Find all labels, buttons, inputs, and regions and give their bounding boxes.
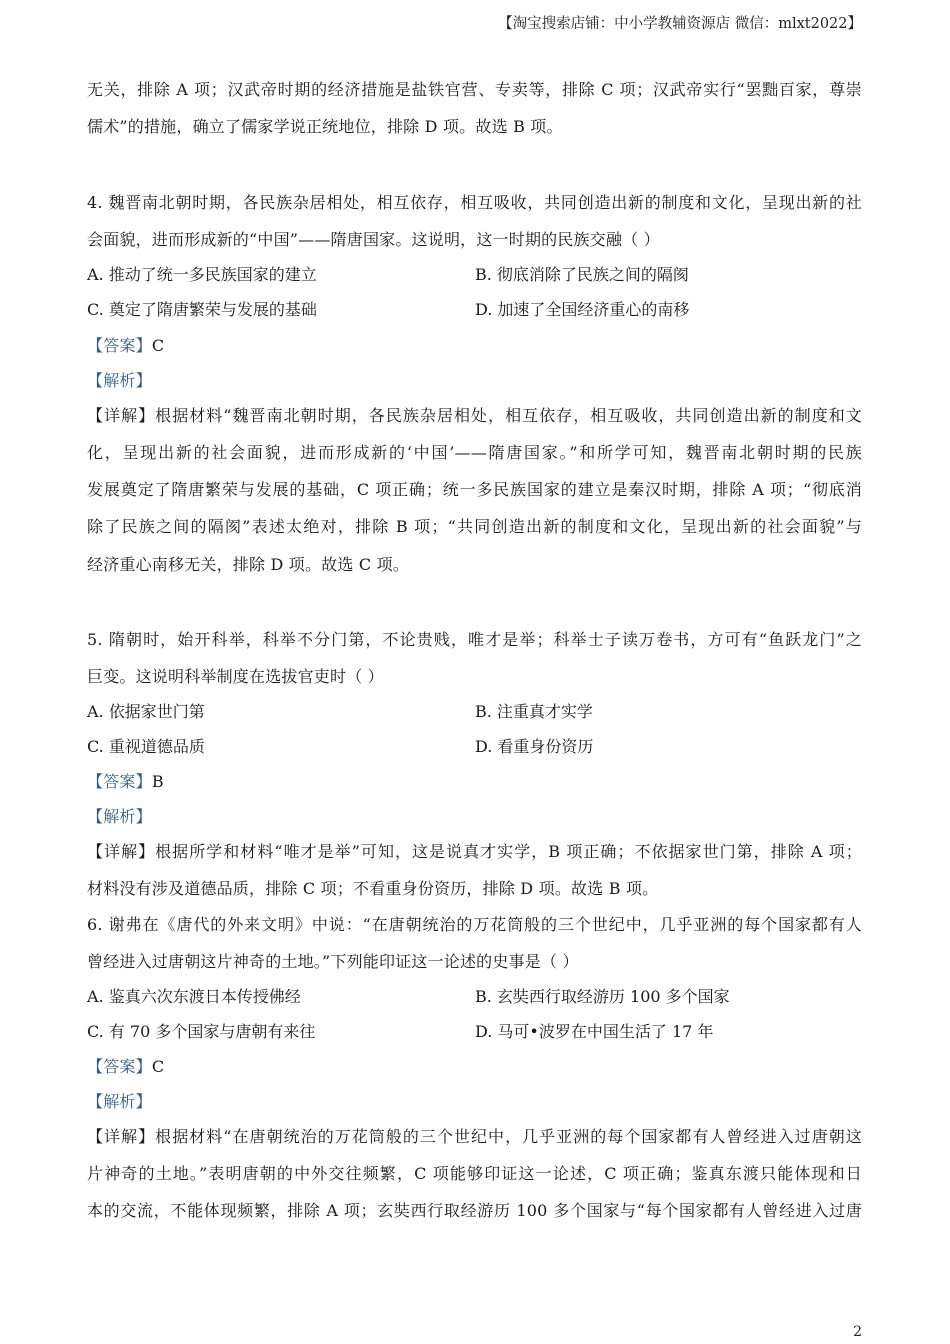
detail-text: 根据所学和材料“唯才是举”可知，这是说真才实学，B 项正确；不依据家世门第，排除 A 项； <box>155 842 862 861</box>
question-6-stem: 6. 谢弗在《唐代的外来文明》中说：“在唐朝统治的万花筒般的三个世纪中，几乎亚洲的每个国家都有人 <box>87 915 862 934</box>
analysis-tag: 【解析】 <box>87 1092 152 1111</box>
analysis-tag: 【解析】 <box>87 371 152 390</box>
option-a: A. 推动了统一多民族国家的建立 <box>87 265 317 284</box>
answer-tag: 【答案】 <box>87 336 152 355</box>
page-header: 【淘宝搜索店铺：中小学教辅资源店 微信：mlxt2022】 <box>498 16 862 32</box>
option-b: B. 注重真才实学 <box>475 702 593 721</box>
question-6-options-row <box>87 987 862 1007</box>
detail-line: 本的交流，不能体现频繁，排除 A 项；玄奘西行取经游历 100 多个国家与“每个国家都有人曾经进入过唐 <box>87 1201 862 1220</box>
paragraph-line: 无关，排除 A 项；汉武帝时期的经济措施是盐铁官营、专卖等，排除 C 项；汉武帝实行“罢黜百家，尊崇 <box>87 80 862 99</box>
answer-tag: 【答案】 <box>87 772 152 791</box>
option-c: C. 奠定了隋唐繁荣与发展的基础 <box>87 300 317 319</box>
detail-text: 根据材料“在唐朝统治的万花筒般的三个世纪中，几乎亚洲的每个国家都有人曾经进入过唐朝这 <box>155 1127 862 1146</box>
question-5-stem: 巨变。这说明科举制度在选拔官吏时（ ） <box>87 667 384 686</box>
option-c: C. 重视道德品质 <box>87 737 205 756</box>
paragraph-line: 儒术”的措施，确立了儒家学说正统地位，排除 D 项。故选 B 项。 <box>87 117 563 136</box>
answer-value: C <box>151 336 165 355</box>
answer-line <box>87 1057 862 1077</box>
question-5-options-row <box>87 702 862 722</box>
question-4-stem: 4. 魏晋南北朝时期，各民族杂居相处，相互依存，相互吸收，共同创造出新的制度和文化，呈现出新的社 <box>87 193 862 212</box>
option-b: B. 彻底消除了民族之间的隔阂 <box>475 265 689 284</box>
page-number: 2 <box>853 1324 862 1340</box>
detail-line <box>87 1127 862 1147</box>
answer-tag: 【答案】 <box>87 1057 152 1076</box>
question-6-options-row <box>87 1022 862 1042</box>
detail-line: 材料没有涉及道德品质，排除 C 项；不看重身份资历，排除 D 项。故选 B 项。 <box>87 879 659 898</box>
analysis-line <box>87 371 862 391</box>
detail-line: 片神奇的土地。”表明唐朝的中外交往频繁，C 项能够印证这一论述，C 项正确；鉴真东渡只能体现和日 <box>87 1164 862 1183</box>
question-4-options-row <box>87 265 862 285</box>
detail-text: 根据材料“魏晋南北朝时期，各民族杂居相处，相互依存，相互吸收，共同创造出新的制度和文 <box>155 406 862 425</box>
answer-value: C <box>151 1057 165 1076</box>
option-c: C. 有 70 多个国家与唐朝有来往 <box>87 1022 316 1041</box>
detail-tag: 【详解】 <box>87 1127 156 1146</box>
question-6-stem: 曾经进入过唐朝这片神奇的土地。”下列能印证这一论述的史事是（ ） <box>87 952 579 971</box>
detail-line: 化，呈现出新的社会面貌，进而形成新的‘中国’——隋唐国家。”和所学可知，魏晋南北朝时期的民族 <box>87 443 862 462</box>
analysis-line <box>87 1092 862 1112</box>
option-a: A. 鉴真六次东渡日本传授佛经 <box>87 987 301 1006</box>
analysis-line <box>87 807 862 827</box>
detail-tag: 【详解】 <box>87 406 156 425</box>
option-b: B. 玄奘西行取经游历 100 多个国家 <box>475 987 730 1006</box>
analysis-tag: 【解析】 <box>87 807 152 826</box>
question-4-options-row <box>87 300 862 320</box>
detail-line <box>87 842 862 862</box>
answer-line <box>87 772 862 792</box>
option-d: D. 看重身份资历 <box>475 737 594 756</box>
question-4-stem: 会面貌，进而形成新的“中国”——隋唐国家。这说明，这一时期的民族交融（ ） <box>87 230 660 249</box>
detail-line <box>87 406 862 426</box>
answer-value: B <box>151 772 164 791</box>
option-a: A. 依据家世门第 <box>87 702 205 721</box>
question-5-options-row <box>87 737 862 757</box>
detail-line: 经济重心南移无关，排除 D 项。故选 C 项。 <box>87 555 410 574</box>
detail-line: 发展奠定了隋唐繁荣与发展的基础，C 项正确；统一多民族国家的建立是秦汉时期，排除 A 项；“彻底消 <box>87 480 862 499</box>
detail-line: 除了民族之间的隔阂”表述太绝对，排除 B 项；“共同创造出新的制度和文化，呈现出新的社会面貌”与 <box>87 517 862 536</box>
answer-line <box>87 336 862 356</box>
question-5-stem: 5. 隋朝时，始开科举，科举不分门第，不论贵贱，唯才是举；科举士子读万卷书，方可有“鱼跃龙门”之 <box>87 630 862 649</box>
option-d: D. 加速了全国经济重心的南移 <box>475 300 690 319</box>
option-d: D. 马可•波罗在中国生活了 17 年 <box>475 1022 714 1041</box>
detail-tag: 【详解】 <box>87 842 156 861</box>
